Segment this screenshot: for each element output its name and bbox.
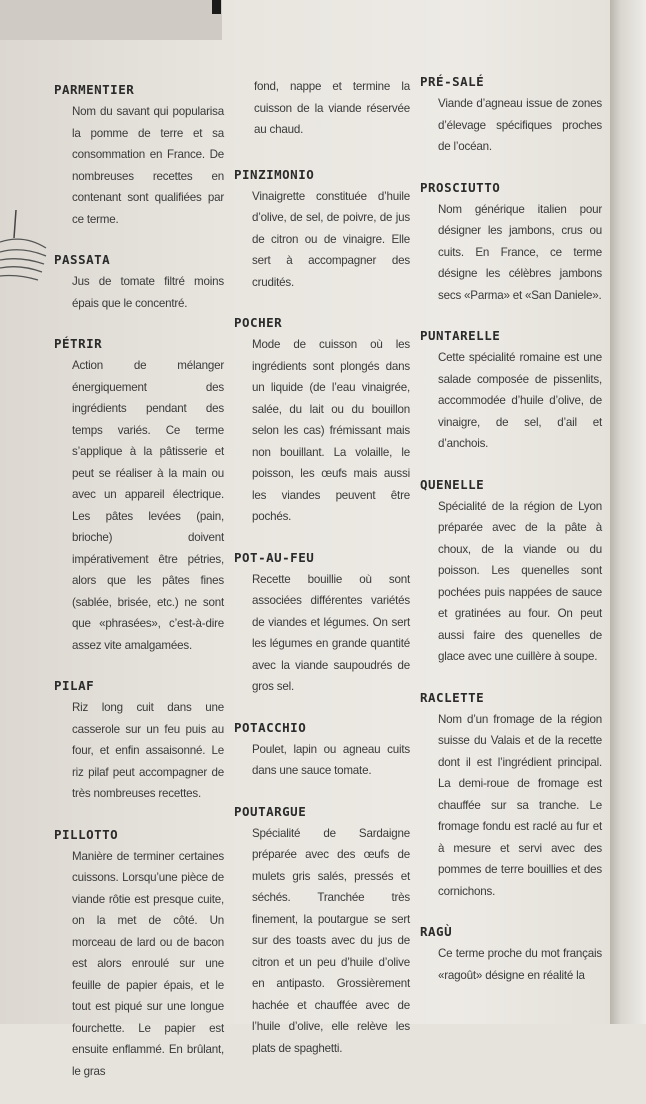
glossary-entry [234,550,410,698]
entry-definition: Spécialité de la région de Lyon préparée avec de la pâte à choux, de la viande ou du poisson. Les quenelles sont pochées puis nappées de sauce et gratinées au four. On peut aussi faire des quenelles de glace avec une cuillère à soupe. [438,499,602,663]
entry-definition: Action de mélanger énergiquement des ingrédients pendant des temps variés. Ce terme s’applique à la pâtisserie et peut se réaliser à la main ou avec un appareil électrique. Les pâtes levées (pain, brioche) doivent impérativement être pétries, alors que les pâtes fines (sablée, brisée, etc.) ne sont que «phrasées», c’est-à-dire assez vite amalgamées. [72,359,224,652]
entry-definition: Nom d’un fromage de la région suisse du Valais et de la recette dont il est l’ingrédient principal. La demi-roue de fromage est chauffée sur sa tranche. Le fromage fondu est raclé au fur et à mesure et servi avec des pommes de terre bouillies et des cornichons. [438,712,602,898]
column-middle [234,76,410,1081]
column-right [420,74,602,1008]
entry-definition: Nom du savant qui popularisa la pomme de terre et sa consommation en France. De nombreuses recettes en contenant sont qualifiées par ce terme. [72,105,224,226]
entry-term: POTACCHIO [234,719,307,735]
glossary-entry [420,924,602,986]
glossary-entry [234,720,410,782]
entry-definition: Recette bouillie où sont associées différentes variétés de viandes et légumes. On sert les légumes en grande quantité avec la viande saupoudrés de gros sel. [252,572,410,693]
header-block [0,0,222,40]
continued-definition: fond, nappe et termine la cuisson de la viande réservée au chaud. [254,80,410,136]
glossary-entry [54,678,224,805]
column-left [54,82,224,1104]
entry-term: RACLETTE [420,689,485,705]
glossary-entry [420,328,602,455]
entry-definition: Jus de tomate filtré moins épais que le concentré. [72,275,224,310]
entry-term: PÉTRIR [54,336,103,351]
glossary-entry [234,315,410,528]
entry-term: PUNTARELLE [420,328,501,343]
entry-definition: Vinaigrette constituée d’huile d’olive, de sel, de poivre, de jus de citron ou de vinaigre. Elle sert à accompagner des crudités. [252,189,410,289]
entry-term: POCHER [234,315,283,330]
entry-definition: Manière de terminer certaines cuissons. Lorsqu’une pièce de viande rôtie est presque cuite, on la met de côté. Un morceau de lard ou de bacon est alors enroulé sur une feuille de papier épais, et le tout est piqué sur une longue fourchette. Le papier est ensuite enflammé. En brûlant, le gras [72,849,224,1078]
entry-term: POUTARGUE [234,803,307,819]
page-edge [610,0,646,1024]
glossary-entry [420,477,602,668]
glossary-entry [420,690,602,903]
entry-definition: Cette spécialité romaine est une salade composée de pissenlits, accommodée d’huile d’olive, de vinaigre, de sel, d’ail et d’anchois. [438,351,602,450]
entry-term: PINZIMONIO [234,166,315,182]
entry-term: PILAF [54,678,95,693]
entry-definition: Viande d’agneau issue de zones d’élevage spécifiques proches de l’océan. [438,97,602,153]
entry-term: QUENELLE [420,476,485,492]
entry-term: POT-AU-FEU [234,549,315,565]
entry-term: PILLOTTO [54,826,119,842]
glossary-entry [234,804,410,1060]
entry-definition: Spécialité de Sardaigne préparée avec des œufs de mulets gris salés, pressés et séchés. Tranchée très finement, la poutargue se sert sur des toasts avec du jus de citron et un peu d’huile d’olive en antipasto. Grossièrement hachée et chauffée avec de l’huile d’olive, elle relève les plats de spaghetti. [252,826,410,1055]
entry-term: PARMENTIER [54,82,135,97]
glossary-entry [234,167,410,294]
glossary-entry [54,827,224,1083]
entry-term: RAGÙ [420,924,453,939]
glossary-entry [54,82,224,230]
glossary-entry [54,336,224,656]
entry-term: PROSCIUTTO [420,179,501,195]
entry-definition: Nom générique italien pour désigner les jambons, crus ou cuits. En France, ce terme désigne les célèbres jambons secs «Parma» et «San Daniele». [438,202,602,302]
header-bar [212,0,221,14]
entry-definition: Mode de cuisson où les ingrédients sont plongés dans un liquide (de l’eau vinaigrée, salée, du lait ou du bouillon selon les cas) frémissant mais non bouillant. La volaille, le poisson, les œufs mais aussi les viandes peuvent être pochés. [252,338,410,523]
entry-term: PASSATA [54,252,111,267]
glossary-entry [420,180,602,307]
glossary-entry [420,74,602,158]
entry-definition: Ce terme proche du mot français «ragoût» désigne en réalité la [438,947,602,982]
entry-definition: Poulet, lapin ou agneau cuits dans une sauce tomate. [252,742,410,777]
sandwich-illustration [0,208,48,288]
entry-term: PRÉ-SALÉ [420,74,485,89]
continued-text [234,76,410,141]
glossary-entry [54,252,224,314]
entry-definition: Riz long cuit dans une casserole sur un feu puis au four, et enfin assaisonné. Le riz pilaf peut accompagner de très nombreuses recettes. [72,701,224,800]
